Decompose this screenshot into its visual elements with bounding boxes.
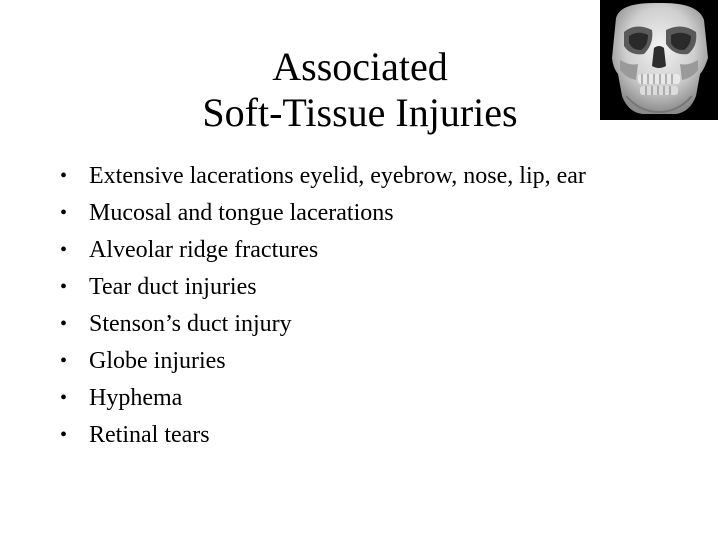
list-item-text: Extensive lacerations eyelid, eyebrow, nose, lip, ear <box>89 163 586 189</box>
title-line-2: Soft-Tissue Injuries <box>202 90 518 135</box>
bullet-dot: • <box>60 313 68 335</box>
bullet-list <box>60 163 660 459</box>
list-item-text: Retinal tears <box>89 422 210 448</box>
list-item <box>60 422 660 448</box>
list-item <box>60 311 660 337</box>
list-item-text: Hyphema <box>89 385 183 411</box>
skull-icon <box>600 0 718 120</box>
list-item-text: Tear duct injuries <box>89 274 257 300</box>
skull-ct-image <box>600 0 718 120</box>
list-item-text: Stenson’s duct injury <box>89 311 292 337</box>
list-item <box>60 385 660 411</box>
slide-title <box>120 44 600 136</box>
list-item <box>60 274 660 300</box>
bullet-dot: • <box>60 276 68 298</box>
bullet-dot: • <box>60 239 68 261</box>
list-item <box>60 163 660 189</box>
list-item-text: Alveolar ridge fractures <box>89 237 319 263</box>
bullet-dot: • <box>60 165 68 187</box>
bullet-dot: • <box>60 350 68 372</box>
bullet-dot: • <box>60 202 68 224</box>
bullet-dot: • <box>60 387 68 409</box>
list-item-text: Globe injuries <box>89 348 226 374</box>
bullet-dot: • <box>60 424 68 446</box>
title-line-1: Associated <box>272 44 448 89</box>
list-item <box>60 200 660 226</box>
list-item <box>60 348 660 374</box>
list-item <box>60 237 660 263</box>
list-item-text: Mucosal and tongue lacerations <box>89 200 394 226</box>
